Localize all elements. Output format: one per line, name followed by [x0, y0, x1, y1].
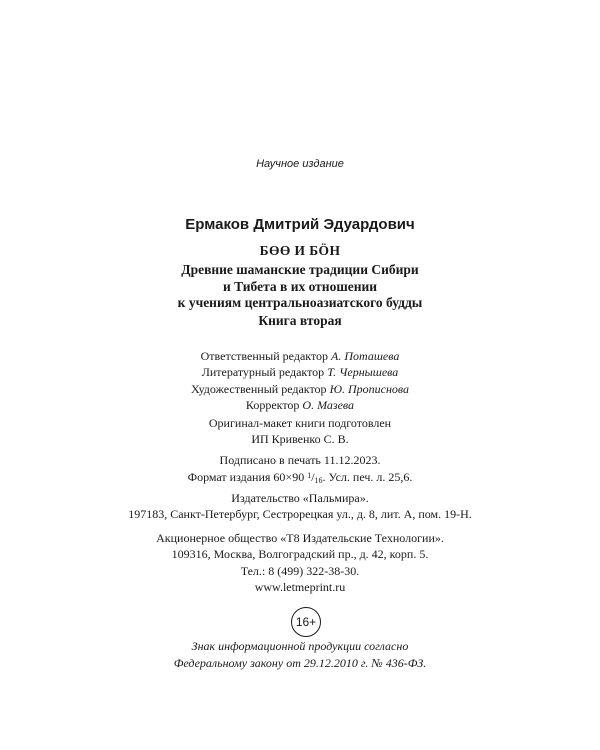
- editorial-credits: [0, 348, 600, 414]
- age-rating-note: [0, 638, 600, 671]
- book-subtitle: [0, 262, 600, 312]
- signed-to-print: Подписано в печать 11.12.2023.: [219, 453, 381, 467]
- series-label: Научное издание: [256, 158, 344, 170]
- credit-name: Ю. Прописнова: [329, 381, 410, 396]
- printer-name: Акционерное общество «Т8 Издательские Технологии».: [156, 531, 444, 545]
- layout-credit-line: ИП Кривенко С. В.: [251, 432, 349, 447]
- credit-role: Корректор: [245, 398, 300, 413]
- publisher-address: 197183, Санкт-Петербург, Сестрорецкая ул., д. 8, лит. А, пом. 19-Н.: [128, 507, 472, 522]
- print-info: [0, 452, 600, 490]
- subtitle-line: и Тибета в их отношении: [222, 278, 378, 294]
- printer-phone: Тел.: 8 (499) 322-38-30.: [240, 563, 360, 578]
- printer-website: www.letmeprint.ru: [254, 580, 346, 595]
- credit-name: Т. Чернышева: [327, 365, 399, 380]
- age-note-line: Знак информационной продукции согласно: [191, 639, 409, 653]
- format-line: Формат издания 60×90 $^1$/16. Усл. печ. л. 25,6.: [187, 470, 413, 486]
- format-prefix: Формат издания 60×90: [187, 470, 305, 485]
- printer-info: [0, 530, 600, 596]
- credit-line: [0, 397, 600, 413]
- author-name: Ермаков Дмитрий Эдуардович: [185, 216, 415, 233]
- publisher-name: Издательство «Пальмира».: [231, 491, 369, 505]
- layout-credit-line: Оригинал-макет книги подготовлен: [208, 416, 392, 430]
- credit-line: [0, 381, 600, 397]
- age-note-line: Федеральному закону от 29.12.2010 г. № 436-ФЗ.: [173, 655, 427, 670]
- credit-role: Ответственный редактор: [200, 349, 329, 363]
- credit-name: А. Поташева: [331, 349, 400, 363]
- subtitle-line: Древние шаманские традиции Сибири: [181, 262, 419, 277]
- format-fraction-numerator: 1: [307, 471, 312, 481]
- credit-role: Литературный редактор: [201, 365, 325, 380]
- age-rating-badge: 16+: [291, 607, 321, 637]
- book-title: БӨӨ И БӦН: [259, 243, 341, 258]
- credit-line: [0, 348, 600, 364]
- publisher-info: [0, 490, 600, 523]
- subtitle-line: к учениям центральноазиатского будды: [177, 295, 423, 310]
- credit-role: Художественный редактор: [190, 381, 327, 396]
- format-fraction-denominator: 16: [314, 476, 323, 486]
- credit-name: О. Мазева: [302, 398, 355, 413]
- book-number: Книга вторая: [258, 313, 342, 328]
- printer-address: 109316, Москва, Волгоградский пр., д. 42, корп. 5.: [171, 547, 429, 562]
- format-suffix: . Усл. печ. л. 25,6.: [322, 470, 413, 485]
- layout-credit: [0, 415, 600, 448]
- credit-line: [0, 364, 600, 380]
